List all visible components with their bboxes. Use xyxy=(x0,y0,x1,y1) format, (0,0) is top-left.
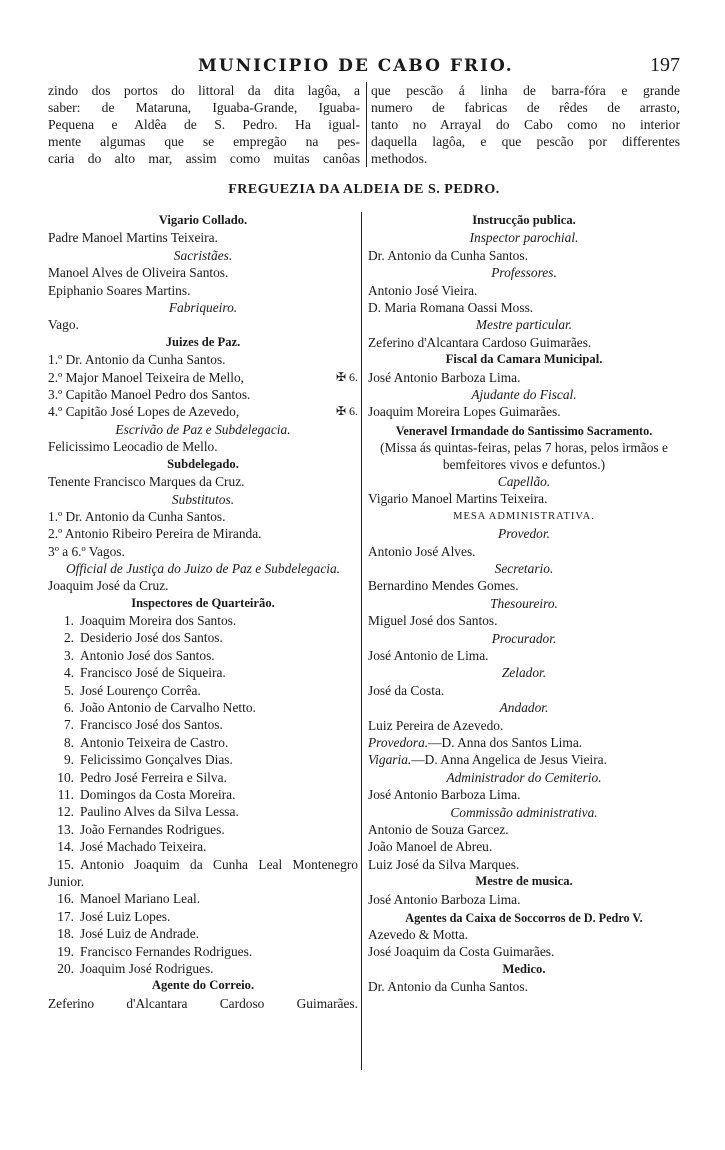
inspector-number: 8. xyxy=(63,734,74,750)
fabriqueiro-name: Vago. xyxy=(48,317,79,333)
inspector-row xyxy=(48,856,358,891)
inspector-number: 10. xyxy=(57,769,74,785)
juiz-row xyxy=(48,403,358,420)
vigaria-line xyxy=(368,751,680,768)
inspector-name: Domingos da Costa Moreira. xyxy=(80,787,236,802)
inspector-name: Felicissimo Gonçalves Dias. xyxy=(80,752,233,768)
inspector-number: 19. xyxy=(57,943,74,959)
mesa-heading: MESA ADMINISTRATIVA. xyxy=(453,510,595,522)
zelador-heading: Zelador. xyxy=(501,665,547,681)
official-name: Joaquim José da Cruz. xyxy=(48,578,169,594)
intro-line: tanto no Arrayal do Cabo como no interior xyxy=(371,117,680,132)
inspector-name: Manoel Mariano Leal. xyxy=(80,891,201,907)
inspector-row xyxy=(48,647,358,664)
inspector-name: José Machado Teixeira. xyxy=(80,839,207,855)
escrivao-name: Felicissimo Leocadio de Mello. xyxy=(48,439,218,455)
subdelegado-heading: Subdelegado. xyxy=(167,456,239,471)
musica-name: José Antonio Barboza Lima. xyxy=(368,891,521,907)
juiz-number: 2.º xyxy=(48,369,63,385)
vigaria-name: —D. Anna Angelica de Jesus Vieira. xyxy=(411,752,607,768)
substituto-name: 1.º Dr. Antonio da Cunha Santos. xyxy=(48,508,226,524)
inspector-row xyxy=(48,925,358,942)
running-title: MUNICIPIO DE CABO FRIO. xyxy=(198,56,514,76)
thesoureiro-name: Miguel José dos Santos. xyxy=(368,613,498,629)
professor-name: D. Maria Romana Oassi Moss. xyxy=(368,300,534,316)
inspector-row xyxy=(48,716,358,733)
substituto-name: 2.º Antonio Ribeiro Pereira de Miranda. xyxy=(48,526,262,542)
order-mark: ✠ 6. xyxy=(335,369,358,384)
ajudante-name: Joaquim Moreira Lopes Guimarães. xyxy=(368,404,561,420)
professores-heading: Professores. xyxy=(491,265,557,281)
mestre-particular-name: Zeferino d'Alcantara Cardoso Guimarães. xyxy=(368,334,592,350)
inspector-row xyxy=(48,769,358,786)
intro-left-column xyxy=(48,82,360,167)
intro-right-column xyxy=(366,82,680,167)
vigaria-label: Vigaria. xyxy=(368,752,412,768)
inspectores-list xyxy=(48,612,358,978)
inspector-name: José Luiz de Andrade. xyxy=(80,926,199,942)
provedor-name: Antonio José Alves. xyxy=(368,543,476,559)
secretario-heading: Secretario. xyxy=(494,560,554,576)
inspector-number: 12. xyxy=(57,804,74,820)
inspector-number: 1. xyxy=(63,612,74,628)
commissao-name: Antonio de Souza Garcez. xyxy=(368,822,509,837)
andador-name: Luiz Pereira de Azevedo. xyxy=(368,717,504,733)
inspector-name: Desiderio José dos Santos. xyxy=(80,630,223,646)
inspector-number: 2. xyxy=(63,630,74,646)
inspector-number: 5. xyxy=(63,682,74,698)
inspector-number: 11. xyxy=(57,787,74,802)
secretario-name: Bernardino Mendes Gomes. xyxy=(368,578,519,594)
inspector-number: 13. xyxy=(57,821,74,837)
inspector-name: Dr. Antonio da Cunha Santos. xyxy=(368,247,528,263)
inspector-number: 17. xyxy=(57,908,74,924)
musica-heading: Mestre de musica. xyxy=(475,874,573,889)
intro-line: caria do alto mar, assim como muitas canôas xyxy=(48,151,360,166)
provedora-label: Provedora. xyxy=(368,734,429,750)
juiz-number: 3.º xyxy=(48,387,63,403)
intro-line: zindo dos portos do littoral da dita lagôa, a xyxy=(48,83,360,98)
intro-line: methodos. xyxy=(371,151,428,166)
inspector-name: Francisco José de Siqueira. xyxy=(80,665,226,681)
inspector-name: José Lourenço Corrêa. xyxy=(80,682,201,698)
capellao-heading: Capellão. xyxy=(497,473,551,489)
inspector-row xyxy=(48,734,358,751)
inspector-row xyxy=(48,943,358,960)
caixa-name: Azevedo & Motta. xyxy=(368,927,469,943)
procurador-name: José Antonio de Lima. xyxy=(368,647,489,663)
professor-name: Antonio José Vieira. xyxy=(368,282,478,298)
subdelegado-name: Tenente Francisco Marques da Cruz. xyxy=(48,474,245,490)
inspector-number: 16. xyxy=(57,891,74,907)
inspector-name: Joaquim José Rodrigues. xyxy=(80,961,214,977)
ajudante-heading: Ajudante do Fiscal. xyxy=(471,387,577,403)
capellao-name: Vigario Manoel Martins Teixeira. xyxy=(368,491,548,507)
inspector-name: Joaquim Moreira dos Santos. xyxy=(80,612,237,628)
caixa-name: José Joaquim da Costa Guimarães. xyxy=(368,944,555,960)
page-header xyxy=(48,56,680,82)
medico-heading: Medico. xyxy=(502,961,546,976)
inspectores-heading: Inspectores de Quarteirão. xyxy=(131,595,275,610)
inspector-number: 14. xyxy=(57,839,74,855)
inspector-row xyxy=(48,803,358,820)
inspector-row xyxy=(48,751,358,768)
inspector-row xyxy=(48,612,358,629)
inspector-number: 9. xyxy=(63,752,74,768)
irmandade-note: (Missa ás quintas-feiras, pelas 7 horas, pelos irmãos e bemfeitores vivos e defuntos.) xyxy=(380,439,668,472)
vigario-heading: Vigario Collado. xyxy=(158,213,248,227)
fiscal-heading: Fiscal da Camara Municipal. xyxy=(445,352,603,367)
intro-line: mente algumas que se empregão na pes- xyxy=(48,134,360,149)
commissao-name: Luiz José da Silva Marques. xyxy=(368,856,520,872)
juiz-row xyxy=(48,351,358,368)
inspector-row xyxy=(48,821,358,838)
juiz-name: Dr. Antonio da Cunha Santos. xyxy=(65,352,226,368)
sacristao-name: Manoel Alves de Oliveira Santos. xyxy=(48,265,229,281)
correio-name: Zeferino d'Alcantara Cardoso Guimarães. xyxy=(48,995,358,1011)
inspector-row xyxy=(48,682,358,699)
inspector-name: Antonio Teixeira de Castro. xyxy=(80,734,229,750)
juiz-row xyxy=(48,386,358,403)
intro-line: saber: de Mataruna, Iguaba-Grande, Iguaba- xyxy=(48,100,360,115)
correio-heading: Agente do Correio. xyxy=(151,978,255,993)
inspector-name: João Fernandes Rodrigues. xyxy=(80,821,225,837)
inspector-row xyxy=(48,890,358,907)
escrivao-heading: Escrivão de Paz e Subdelegacia. xyxy=(115,421,291,437)
inspector-number: 7. xyxy=(63,717,74,733)
intro-line: numero de fabricas de rêdes de arrasto, xyxy=(371,100,680,115)
provedor-heading: Provedor. xyxy=(498,526,550,542)
section-title: FREGUEZIA DA ALDEIA DE S. PEDRO. xyxy=(228,182,500,197)
medico-name: Dr. Antonio da Cunha Santos. xyxy=(368,979,528,995)
commissao-name: João Manoel de Abreu. xyxy=(368,839,493,855)
juiz-name: Major Manoel Teixeira de Mello, xyxy=(65,369,244,385)
inspector-row xyxy=(48,699,358,716)
juiz-number: 1.º xyxy=(48,352,63,368)
juiz-number: 4.º xyxy=(48,404,63,420)
directory-columns xyxy=(48,212,680,1072)
fabriqueiro-heading: Fabriqueiro. xyxy=(168,300,238,316)
admin-cemiterio-name: José Antonio Barboza Lima. xyxy=(368,787,521,803)
inspector-number: 18. xyxy=(57,926,74,942)
provedora-name: —D. Anna dos Santos Lima. xyxy=(428,734,583,750)
intro-line: daquella lagôa, e que pescão por differentes xyxy=(371,134,680,149)
admin-cemiterio-heading: Administrador do Cemiterio. xyxy=(446,769,602,785)
zelador-name: José da Costa. xyxy=(368,682,445,698)
inspector-name: José Luiz Lopes. xyxy=(80,908,171,924)
inspector-row xyxy=(48,838,358,855)
caixa-heading: Agentes da Caixa de Soccorros de D. Pedro V. xyxy=(405,911,643,926)
inspector-row xyxy=(48,664,358,681)
intro-line: que pescão á linha de barra-fóra e grande xyxy=(371,83,680,98)
inspector-name: Paulino Alves da Silva Lessa. xyxy=(80,804,239,820)
juiz-row xyxy=(48,369,358,386)
inspector-name: Francisco José dos Santos. xyxy=(80,717,223,733)
juiz-name: Capitão José Lopes de Azevedo, xyxy=(65,404,240,420)
provedora-line xyxy=(368,734,680,751)
left-column xyxy=(48,212,358,1012)
substitutos-heading: Substitutos. xyxy=(171,491,235,507)
fiscal-name: José Antonio Barboza Lima. xyxy=(368,369,521,385)
inspector-row xyxy=(48,908,358,925)
mestre-particular-heading: Mestre particular. xyxy=(475,317,573,333)
intro-line: Pequena e Aldêa de S. Pedro. Ha igual- xyxy=(48,117,360,132)
inspector-number: 20. xyxy=(57,961,74,977)
juizes-heading: Juizes de Paz. xyxy=(165,334,241,349)
column-divider xyxy=(361,212,362,1070)
inspector-row xyxy=(48,960,358,977)
sacristaes-heading: Sacristães. xyxy=(173,247,233,263)
instrucao-heading: Instrucção publica. xyxy=(472,213,576,227)
inspector-number: 3. xyxy=(63,647,74,663)
inspector-name: Antonio Joaquim da Cunha Leal Montenegro Junior. xyxy=(48,856,358,890)
inspector-name: Pedro José Ferreira e Silva. xyxy=(80,769,227,785)
juiz-name: Capitão Manoel Pedro dos Santos. xyxy=(65,387,251,403)
inspector-name: Antonio José dos Santos. xyxy=(80,647,215,663)
inspector-heading: Inspector parochial. xyxy=(469,230,579,246)
inspector-name: João Antonio de Carvalho Netto. xyxy=(80,699,256,715)
official-heading: Official de Justiça do Juizo de Paz e Subdelegacia. xyxy=(65,561,341,577)
inspector-number: 4. xyxy=(63,665,74,681)
irmandade-heading: Veneravel Irmandade do Santissimo Sacramento. xyxy=(395,423,653,438)
procurador-heading: Procurador. xyxy=(491,630,557,646)
right-column xyxy=(368,212,680,996)
inspector-number: 15. xyxy=(57,856,74,872)
inspector-name: Francisco Fernandes Rodrigues. xyxy=(80,943,253,959)
page-number: 197 xyxy=(650,54,680,76)
substituto-name: 3º a 6.º Vagos. xyxy=(48,543,125,559)
vigario-name: Padre Manoel Martins Teixeira. xyxy=(48,230,218,246)
sacristao-name: Epiphanio Soares Martins. xyxy=(48,282,191,298)
inspector-number: 6. xyxy=(63,699,74,715)
inspector-row xyxy=(48,786,358,803)
order-mark: ✠ 6. xyxy=(335,404,358,419)
inspector-row xyxy=(48,629,358,646)
commissao-heading: Commissão administrativa. xyxy=(450,804,598,820)
andador-heading: Andador. xyxy=(499,700,549,716)
thesoureiro-heading: Thesoureiro. xyxy=(490,595,558,611)
